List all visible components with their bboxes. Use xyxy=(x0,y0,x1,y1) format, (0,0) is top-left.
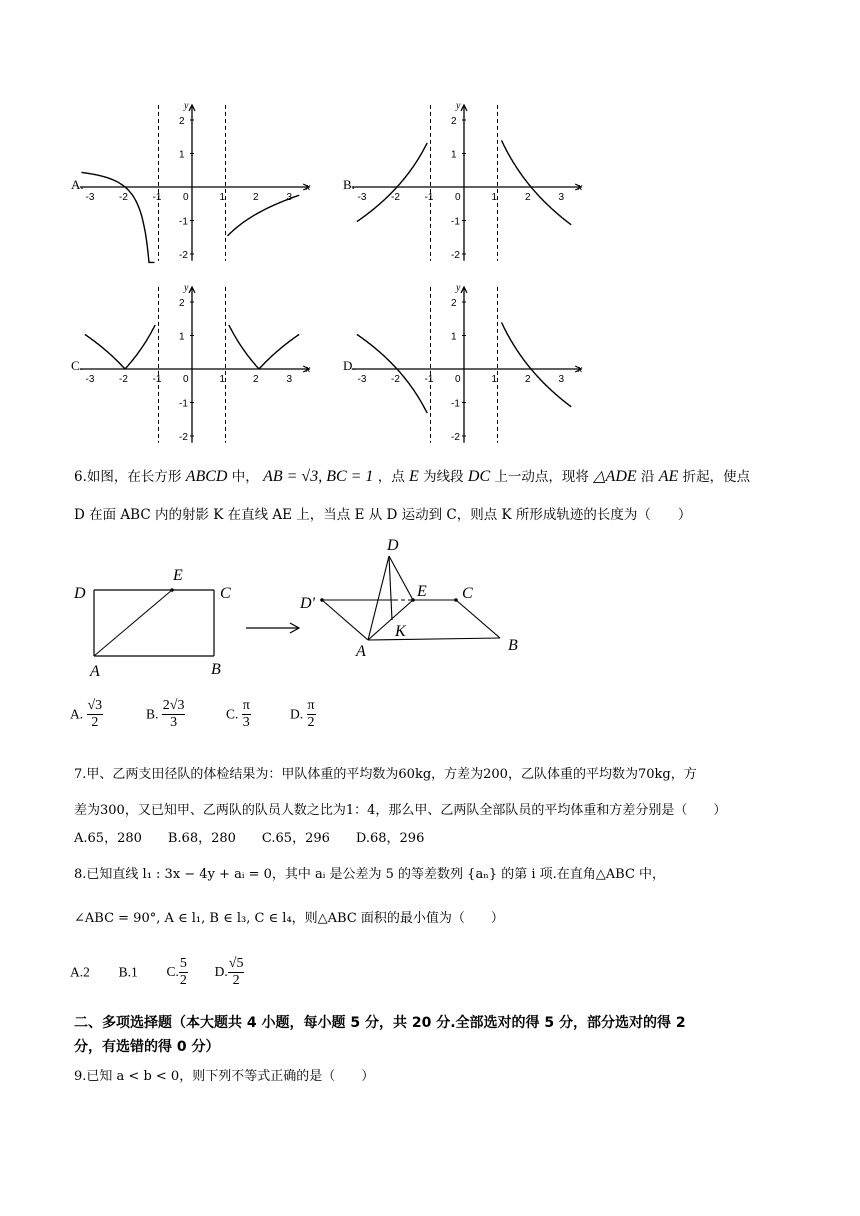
q7-line-1: 7.甲、乙两支田径队的体检结果为：甲队体重的平均数为60kg，方差为200，乙队体重的平均数为70kg，方 xyxy=(74,767,697,782)
q7-line-2: 差为300，又已知甲、乙两队的队员人数之比为1：4，那么甲、乙两队全部队员的平均体重和方差分别是（ ） xyxy=(74,803,727,818)
x-tick-label: 3 xyxy=(286,192,293,203)
q6-option-d: D. $\frac{\pi}{2}$ xyxy=(290,698,315,730)
y-tick-label: -2 xyxy=(179,432,188,443)
x-tick-label: -3 xyxy=(357,374,367,385)
q6-line-1: 6.如图，在长方形 ABCD 中， AB = √3, BC = 1 ，点 E 为线段 DC 上一动点，现将 △ADE 沿 AE 折起，使点 xyxy=(74,468,751,485)
x-tick-label: 2 xyxy=(525,374,531,385)
curve-left xyxy=(357,143,427,222)
graph-option-b-label: B. xyxy=(343,177,355,192)
q6-arrow xyxy=(244,620,304,636)
x-tick-label: 0 xyxy=(455,374,461,385)
x-tick-label: -2 xyxy=(391,192,400,203)
q8-option-c: C. $\frac{5}{2}$ xyxy=(166,956,187,988)
y-tick-label: 1 xyxy=(179,149,185,161)
q8-line-1: 8.已知直线 l₁ : 3x − 4y + aᵢ = 0，其中 aᵢ 是公差为 5 的等差数列 {aₙ} 的第 i 项.在直角△ABC 中， xyxy=(74,867,666,882)
q6-figure-folded xyxy=(296,530,536,660)
graph-c-svg xyxy=(86,282,316,472)
y-tick-label: -2 xyxy=(451,432,460,443)
q6-option-a: A. $\frac{√3}{2}$ xyxy=(70,698,103,730)
graph-option-d-label: D. xyxy=(343,358,356,373)
x-tick-label: -2 xyxy=(119,374,128,385)
x-tick-label: -1 xyxy=(152,192,162,203)
q8-option-d: D. $\frac{√5}{2}$ xyxy=(214,956,244,988)
y-axis-label: y xyxy=(456,282,461,294)
y-tick-label: 1 xyxy=(451,149,457,161)
fig-right-label-c: C xyxy=(462,585,473,602)
fig-left-label-a: A xyxy=(90,663,100,680)
fig-left-label-d: D xyxy=(74,585,86,602)
y-tick-label: 2 xyxy=(179,116,185,127)
y-tick-label: -2 xyxy=(179,250,188,261)
x-tick-label: 3 xyxy=(286,374,293,385)
x-axis-label: x xyxy=(305,364,311,375)
curve-right xyxy=(502,322,572,406)
curve-right xyxy=(502,140,572,224)
graph-b xyxy=(358,100,588,290)
y-tick-label: -1 xyxy=(179,216,188,228)
graph-a xyxy=(86,100,316,290)
y-tick-label: -1 xyxy=(451,398,460,410)
x-axis-label: x xyxy=(577,182,583,193)
graph-b-svg xyxy=(358,100,588,290)
graph-c xyxy=(86,282,316,472)
x-tick-label: 2 xyxy=(253,374,259,385)
fig-left-label-c: C xyxy=(220,585,231,602)
fig-right-label-e: E xyxy=(417,583,427,600)
x-tick-label: 2 xyxy=(253,192,259,203)
graph-option-c-label: C. xyxy=(71,358,83,373)
q6-figure-rectangle xyxy=(70,560,250,680)
y-axis-label: y xyxy=(184,282,189,294)
x-tick-label: 1 xyxy=(491,374,498,385)
q9-line-1: 9.已知 a < b < 0，则下列不等式正确的是（ ） xyxy=(74,1069,375,1084)
y-axis-label: y xyxy=(456,100,461,112)
q8-option-a: A.2 xyxy=(70,964,90,980)
y-tick-label: -1 xyxy=(451,216,460,228)
x-tick-label: -1 xyxy=(424,192,434,203)
x-tick-label: -1 xyxy=(152,374,162,385)
x-tick-label: -2 xyxy=(391,374,400,385)
graph-a-svg xyxy=(86,100,316,290)
q6-line-2: D 在面 ABC 内的射影 K 在直线 AE 上，当点 E 从 D 运动到 C，则点 K 所形成轨迹的长度为（ ） xyxy=(74,507,692,523)
q6-option-c: C. $\frac{\pi}{3}$ xyxy=(226,698,250,730)
curve-left xyxy=(82,172,155,262)
q8-option-b: B.1 xyxy=(118,964,138,980)
y-axis-label: y xyxy=(184,100,189,112)
y-tick-label: 1 xyxy=(451,331,457,343)
curve-left xyxy=(85,325,155,369)
x-tick-label: -3 xyxy=(357,192,367,203)
fig-right-label-k: K xyxy=(395,623,406,640)
x-tick-label: 1 xyxy=(491,192,498,203)
x-tick-label: 3 xyxy=(558,192,565,203)
x-tick-label: 0 xyxy=(183,192,189,203)
fig-right-label-a: A xyxy=(356,643,366,660)
x-tick-label: 1 xyxy=(219,192,226,203)
fig-right-label-d: D xyxy=(387,537,399,554)
section-2-heading-line-2: 分，有选错的得 0 分） xyxy=(74,1039,220,1055)
q6-option-b: B. $\frac{2√3}{3}$ xyxy=(146,698,185,730)
x-tick-label: 0 xyxy=(183,374,189,385)
x-tick-label: 0 xyxy=(455,192,461,203)
y-tick-label: 2 xyxy=(451,116,457,127)
x-tick-label: -2 xyxy=(119,192,128,203)
q8-line-2: ∠ABC = 90°, A ∈ l₁, B ∈ l₃, C ∈ l₄，则△ABC 面积的最小值为（ ） xyxy=(74,911,504,926)
x-tick-label: 3 xyxy=(558,374,565,385)
fig-right-label-b: B xyxy=(508,637,518,654)
x-tick-label: 2 xyxy=(525,192,531,203)
x-tick-label: -1 xyxy=(424,374,434,385)
fig-left-label-b: B xyxy=(211,661,221,678)
y-tick-label: 2 xyxy=(179,298,185,309)
fig-left-label-e: E xyxy=(173,567,183,584)
section-2-heading-line-1: 二、多项选择题（本大题共 4 小题，每小题 5 分，共 20 分.全部选对的得 5 分，部分选对的得 2 xyxy=(74,1015,686,1031)
y-tick-label: 1 xyxy=(179,331,185,343)
graph-d-svg xyxy=(358,282,588,472)
y-tick-label: -1 xyxy=(179,398,188,410)
y-tick-label: -2 xyxy=(451,250,460,261)
x-tick-label: -3 xyxy=(85,374,95,385)
y-tick-label: 2 xyxy=(451,298,457,309)
x-axis-label: x xyxy=(577,364,583,375)
q8-options xyxy=(70,956,244,989)
q7-options: A.65，280 B.68，280 C.65，296 D.68，296 xyxy=(74,831,425,846)
curve-right xyxy=(229,325,299,369)
x-tick-label: 1 xyxy=(219,374,226,385)
graph-option-a-label: A. xyxy=(71,177,84,192)
x-tick-label: -3 xyxy=(85,192,95,203)
graph-d xyxy=(358,282,588,472)
x-axis-label: x xyxy=(305,182,311,193)
fig-right-label-dprime: D' xyxy=(300,595,315,612)
